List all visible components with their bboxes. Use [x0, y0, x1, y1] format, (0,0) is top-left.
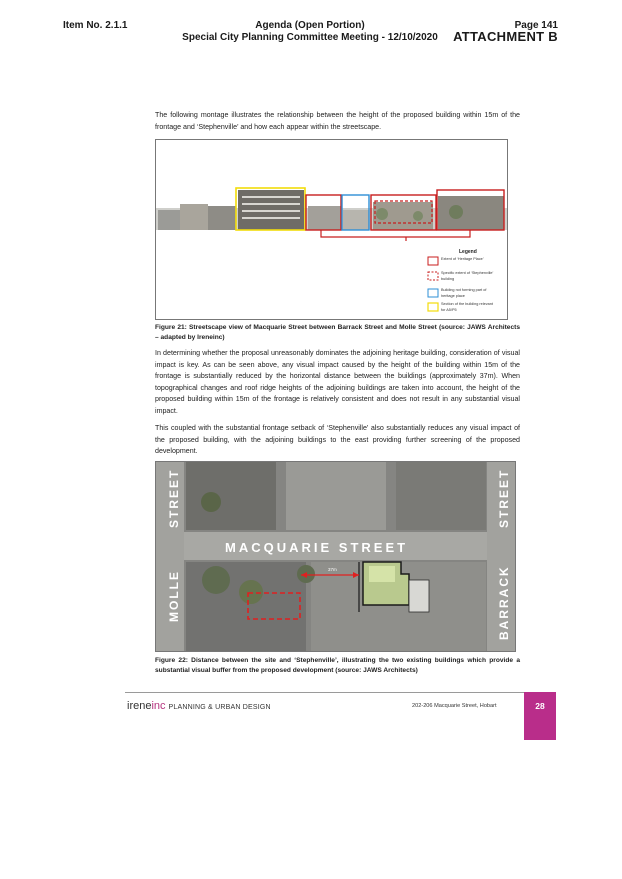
proposed-building-floor [242, 203, 300, 205]
footer-address: 202-206 Macquarie Street, Hobart [412, 703, 497, 709]
figure-21-streetscape [155, 139, 508, 320]
tree-icon [201, 492, 221, 512]
brand-irene: irene [127, 700, 152, 712]
tree-icon [376, 208, 388, 220]
macquarie-street-label: MACQUARIE STREET [225, 540, 409, 555]
building-right [438, 196, 504, 230]
proposed-site-tower [369, 566, 395, 582]
legend-item-non-heritage: Building not forming part of heritage place [441, 288, 487, 298]
legend-swatch-heritage [428, 257, 438, 265]
paragraph-visual-impact: In determining whether the proposal unreasonably dominates the adjoining heritage building, consideration of visual impact is key. As can be seen above, any visual impact caused by the height of the building within 15m of the frontage is substantially reduced by the horizontal distance between the buildings (approximately 37m). When topographical changes and roof ridge heights of the adjoining buildings are taken into account, the height of the proposed building within 15m of the frontage is relatively consistent and does not result in any substantial visual impact. [155, 349, 520, 415]
adjoining-building [409, 580, 429, 612]
building-middle-2 [343, 210, 369, 230]
barrack-street-label-lower: BARRACK [497, 565, 511, 640]
item-number: Item No. 2.1.1 [63, 20, 128, 31]
heritage-bracket [321, 230, 470, 237]
building-middle-1 [308, 206, 342, 230]
proposed-building-floor [242, 196, 300, 198]
legend-swatch-stephenville [428, 272, 438, 280]
legend-item-heritage: Extent of ‘Heritage Place’ [441, 257, 484, 261]
distance-label: 37m [328, 567, 337, 572]
attachment-label: ATTACHMENT B [453, 29, 558, 44]
intro-paragraph: The following montage illustrates the relationship between the height of the proposed building within 15m of the frontage and ‘Stephenville’ and how each appear within the streetscape. [155, 111, 520, 131]
brand-logo [127, 700, 271, 712]
figure-22-caption: Figure 22: Distance between the site and ‘Stephenville’, illustrating the two existing buildings which provide a substantial visual buffer from the proposed development (source: JAWS Architects) [155, 657, 520, 674]
map-block [186, 462, 276, 530]
paragraph-setback: This coupled with the substantial frontage setback of ‘Stephenville’ also substantially reduces any visual impact of the proposed building, with the adjoining buildings to the east providing further screening of the proposed development. [155, 424, 520, 455]
proposed-building-floor [242, 210, 300, 212]
map-block [396, 462, 486, 530]
brand-inc: inc [151, 700, 166, 712]
page-number-box [524, 692, 556, 740]
legend-title: Legend [459, 249, 477, 255]
aerial-map-drawing [156, 462, 515, 651]
building-left-2 [180, 204, 208, 230]
molle-street-label-lower: MOLLE [167, 570, 181, 622]
map-block [286, 462, 386, 530]
molle-street-label-upper: STREET [167, 468, 181, 528]
meeting-line: Special City Planning Committee Meeting - 12/10/2020 [182, 32, 438, 43]
tree-icon [202, 566, 230, 594]
page-number: 28 [535, 701, 545, 711]
figure-21-caption: Figure 21: Streetscape view of Macquarie Street between Barrack Street and Molle Street (source: JAWS Architects – adapted by Ireneinc) [155, 324, 520, 341]
legend-swatch-non-heritage [428, 289, 438, 297]
barrack-street-label-upper: STREET [497, 468, 511, 528]
figure-22-aerial-map [155, 461, 516, 652]
agenda-line: Agenda (Open Portion) [255, 20, 365, 31]
legend-swatch-relevant [428, 303, 438, 311]
tree-icon [413, 211, 423, 221]
footer-divider [125, 692, 525, 693]
legend-item-stephenville: Specific extent of ‘Stephenville’ building [441, 271, 494, 281]
building-left-3 [208, 206, 236, 230]
brand-tagline: PLANNING & URBAN DESIGN [168, 704, 271, 711]
tree-icon [239, 580, 263, 604]
building-left-1 [158, 210, 180, 230]
tree-icon [449, 205, 463, 219]
agenda-heading [170, 20, 450, 44]
proposed-building-floor [242, 217, 300, 219]
legend-item-relevant: Section of the building relevant for A5/P5 [441, 302, 493, 312]
page-label: Page 141 [514, 20, 558, 31]
